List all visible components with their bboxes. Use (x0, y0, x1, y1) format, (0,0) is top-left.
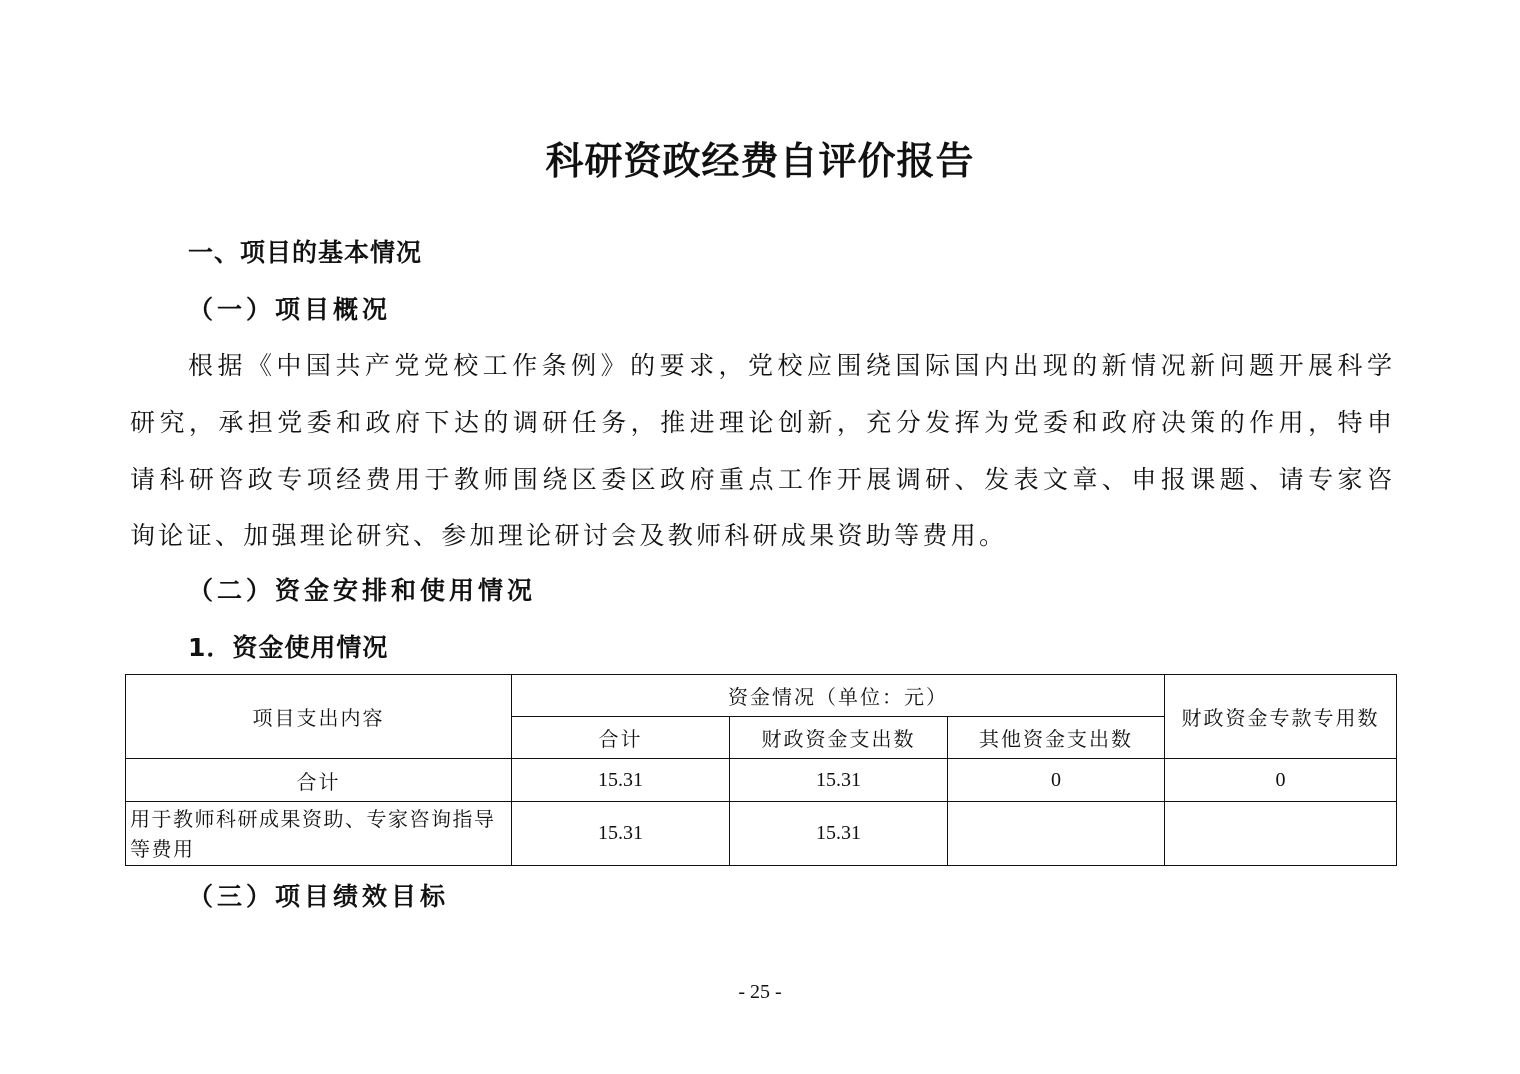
table-header-row (126, 675, 1397, 717)
row-special: 0 (1165, 759, 1397, 802)
paragraph-line: 请科研咨政专项经费用于教师围绕区委区政府重点工作开展调研、发表文章、申报课题、请专家咨 (130, 465, 1392, 494)
table-row (126, 759, 1397, 802)
item-heading-fund-usage: 1．资金使用情况 (188, 633, 389, 662)
fund-usage-table (125, 674, 1397, 866)
header-item-content: 项目支出内容 (126, 675, 512, 759)
row-total: 15.31 (512, 759, 730, 802)
page-title: 科研资政经费自评价报告 (545, 138, 975, 183)
table-row (126, 802, 1397, 866)
subsection-heading-funds: （二）资金安排和使用情况 (188, 576, 537, 605)
row-item: 合计 (126, 759, 512, 802)
paragraph-line: 根据《中国共产党党校工作条例》的要求，党校应围绕国际国内出现的新情况新问题开展科学 (188, 351, 1392, 380)
row-other: 0 (948, 759, 1165, 802)
row-other (948, 802, 1165, 866)
subsection-heading-performance: （三）项目绩效目标 (188, 882, 450, 911)
paragraph-line: 研究，承担党委和政府下达的调研任务，推进理论创新，充分发挥为党委和政府决策的作用，特申 (130, 408, 1392, 437)
row-fiscal: 15.31 (730, 802, 948, 866)
row-item: 用于教师科研成果资助、专家咨询指导等费用 (126, 802, 512, 866)
header-fiscal-spending: 财政资金支出数 (730, 717, 948, 759)
row-total: 15.31 (512, 802, 730, 866)
section-heading-basic-info: 一、项目的基本情况 (188, 238, 423, 267)
subsection-heading-overview: （一）项目概况 (188, 295, 392, 324)
header-fund-status: 资金情况（单位：元） (512, 675, 1165, 717)
paragraph-line: 询论证、加强理论研究、参加理论研讨会及教师科研成果资助等费用。 (130, 521, 1008, 550)
row-special (1165, 802, 1397, 866)
header-special-use: 财政资金专款专用数 (1165, 675, 1397, 759)
row-fiscal: 15.31 (730, 759, 948, 802)
header-total: 合计 (512, 717, 730, 759)
page-number: - 25 - (738, 981, 782, 1003)
header-other-spending: 其他资金支出数 (948, 717, 1165, 759)
